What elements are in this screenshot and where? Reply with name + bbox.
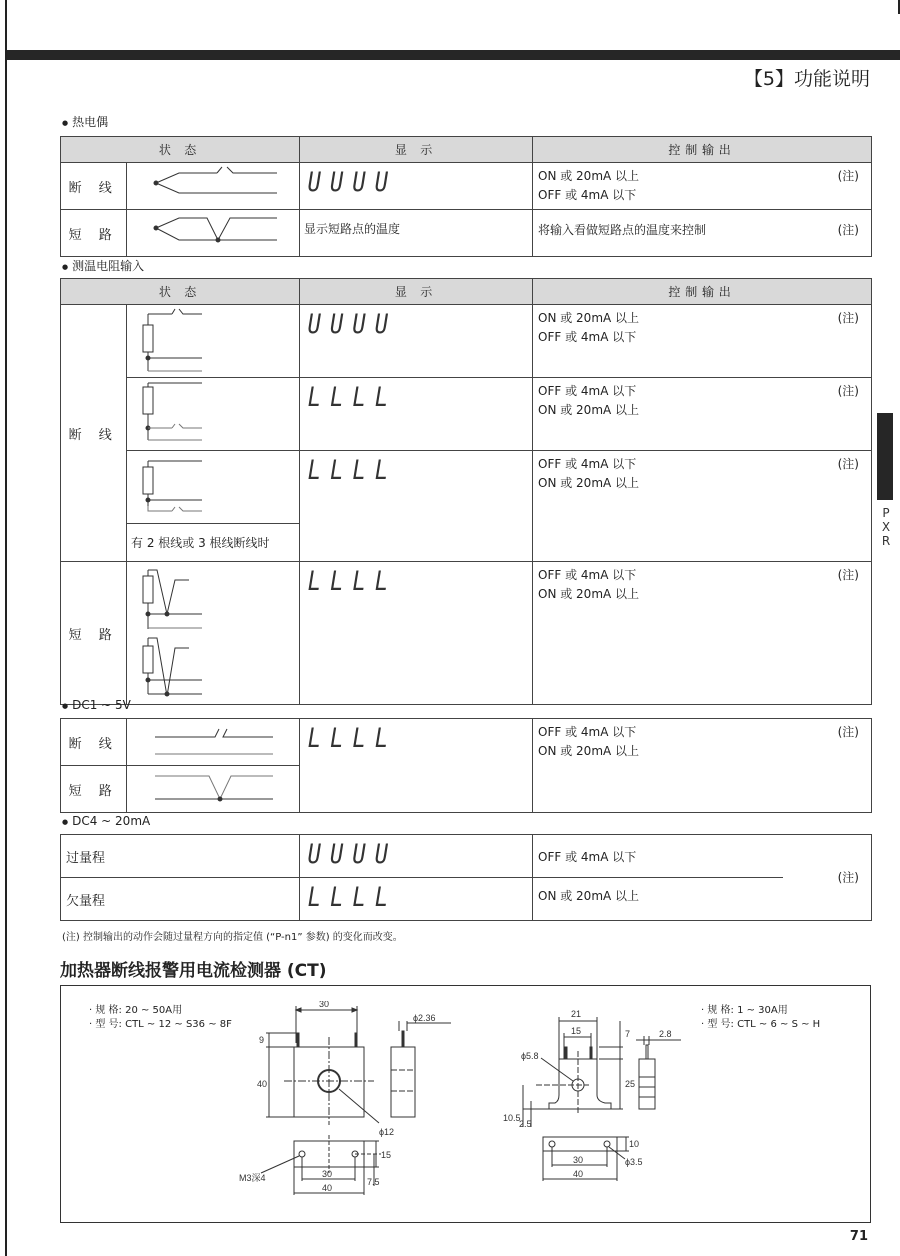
output-cell: 将输入看做短路点的温度来控制 (注) [533,210,872,257]
seven-seg-readout: LLLL [307,882,398,913]
table-row [61,835,872,878]
rtd-title: ● 测温电阻输入 [62,257,144,274]
right-spec-rating: · 规 格: 1 ~ 30A用 [701,1005,788,1016]
output-cell: ON 或 20mA 以上 OFF 或 4mA 以下 (注) [533,163,872,210]
note-mark: (注) [837,568,859,582]
seven-seg-readout: LLLL [307,455,398,486]
side-letter: P [882,506,890,520]
left-spec [89,1004,232,1032]
output-cell [533,835,872,921]
thermocouple-title: ● 热电偶 [62,113,108,130]
output-cell: OFF 或 4mA 以下 ON 或 20mA 以上 (注) [533,719,872,813]
dc-current-title: ● DC4 ~ 20mA [62,814,150,828]
left-spec-model: · 型 号: CTL ~ 12 ~ S36 ~ 8F [89,1019,232,1030]
display-text: 显示短路点的温度 [300,210,533,257]
state-short: 短 路 [61,562,127,705]
display-llll [300,562,533,705]
two-three-wire-note: 有 2 根线或 3 根线断线时 [127,524,300,562]
state-break: 断 线 [61,305,127,562]
state-short: 短 路 [61,210,127,257]
left-spec-rating: · 规 格: 20 ~ 50A用 [89,1005,183,1016]
col-state: 状 态 [61,137,300,163]
dim-text: ϕ5.8 [521,1051,539,1061]
dim-text: 2.8 [659,1029,672,1039]
col-display: 显 示 [300,137,533,163]
seven-seg-readout: LLLL [307,723,398,754]
state-break: 断 线 [61,719,127,766]
display-uuuu [300,835,533,878]
table-row [61,562,872,705]
note-mark: (注) [837,169,859,183]
dim-text: ϕ2.36 [413,1013,436,1023]
header-bar [7,50,900,60]
table-row [61,163,872,210]
right-spec [701,1004,820,1032]
output-cell: OFF 或 4mA 以下 ON 或 20mA 以上 (注) [533,378,872,451]
rtd-break-diagram-b [127,378,300,451]
dc-voltage-table [60,718,872,813]
col-output: 控制输出 [533,137,872,163]
right-spec-model: · 型 号: CTL ~ 6 ~ S ~ H [701,1019,821,1030]
seven-seg-readout: UUUU [307,167,398,198]
dim-text: 30 [319,1001,330,1009]
table-row [61,378,872,451]
thermocouple-table [60,136,872,257]
dim-text: 25 [625,1079,636,1089]
col-output: 控制输出 [533,279,872,305]
dim-text: 40 [322,1183,333,1193]
dim-text: M3深4 [239,1173,266,1183]
output-over: OFF 或 4mA 以下 [533,835,783,878]
output-under: ON 或 20mA 以上 [538,889,640,903]
dim-text: 15 [381,1150,392,1160]
display-uuuu [300,163,533,210]
footnote: (注) 控制输出的动作会随过量程方向的指定值 (“P-n1” 参数) 的变化而改变。 [62,932,403,943]
table-row [61,451,872,524]
left-margin-rule [5,0,7,1256]
state-short: 短 路 [61,766,127,813]
display-llll [300,451,533,562]
display-llll [300,878,533,921]
thermocouple-break-diagram [127,163,300,210]
col-display: 显 示 [300,279,533,305]
dim-text: 10 [629,1139,640,1149]
seven-seg-readout: UUUU [307,839,398,870]
side-tab [877,413,893,500]
note-mark: (注) [837,311,859,325]
rtd-break-diagram-a [127,305,300,378]
dim-text: 2.5 [519,1119,532,1129]
note-mark: (注) [837,223,859,237]
dim-text: 40 [257,1079,268,1089]
seven-seg-readout: LLLL [307,382,398,413]
dim-text: 21 [571,1009,582,1019]
note-mark: (注) [837,870,859,884]
thermocouple-short-diagram [127,210,300,257]
seven-seg-readout: LLLL [307,566,398,597]
rtd-break-diagram-c [127,451,300,524]
side-letter: X [881,520,891,534]
rtd-short-diagram [127,562,300,705]
ct-heading: 加热器断线报警用电流检测器 (CT) [60,961,327,981]
rtd-table [60,278,872,705]
col-state: 状 态 [61,279,300,305]
display-uuuu [300,305,533,378]
state-under-range: 欠量程 [61,878,300,921]
dc-break-diagram [127,719,300,766]
dim-text: 30 [322,1169,333,1179]
dim-text: 7.5 [367,1177,380,1187]
side-tab-label [880,506,892,548]
table-row [61,305,872,378]
note-mark: (注) [837,384,859,398]
section-title: 【5】功能说明 [743,68,870,90]
dim-text: 7 [625,1029,631,1039]
dim-text: ϕ3.5 [625,1157,643,1167]
output-cell: ON 或 20mA 以上 OFF 或 4mA 以下 (注) [533,305,872,378]
table-row [61,210,872,257]
dc-short-diagram [127,766,300,813]
dc-current-table [60,834,872,921]
table-row [61,719,872,766]
dc-voltage-title: ● DC1 ~ 5V [62,698,131,712]
display-llll [300,719,533,813]
state-break: 断 线 [61,163,127,210]
seven-seg-readout: UUUU [307,309,398,340]
note-mark: (注) [837,457,859,471]
output-cell: OFF 或 4mA 以下 ON 或 20mA 以上 (注) [533,451,872,562]
ct-small-drawing [501,1001,701,1211]
page-number: 71 [849,1229,868,1244]
dim-text: 10.5 [503,1113,521,1123]
dim-text: 30 [573,1155,584,1165]
ct-large-drawing [231,1001,471,1211]
dim-text: 15 [571,1026,582,1036]
dim-text: 40 [573,1169,584,1179]
dim-text: ϕ12 [379,1127,395,1137]
state-over-range: 过量程 [61,835,300,878]
ct-drawing-box [60,985,871,1223]
output-cell: OFF 或 4mA 以下 ON 或 20mA 以上 (注) [533,562,872,705]
note-mark: (注) [837,725,859,739]
side-letter: R [881,534,891,548]
display-llll [300,378,533,451]
dim-text: 9 [259,1035,265,1045]
